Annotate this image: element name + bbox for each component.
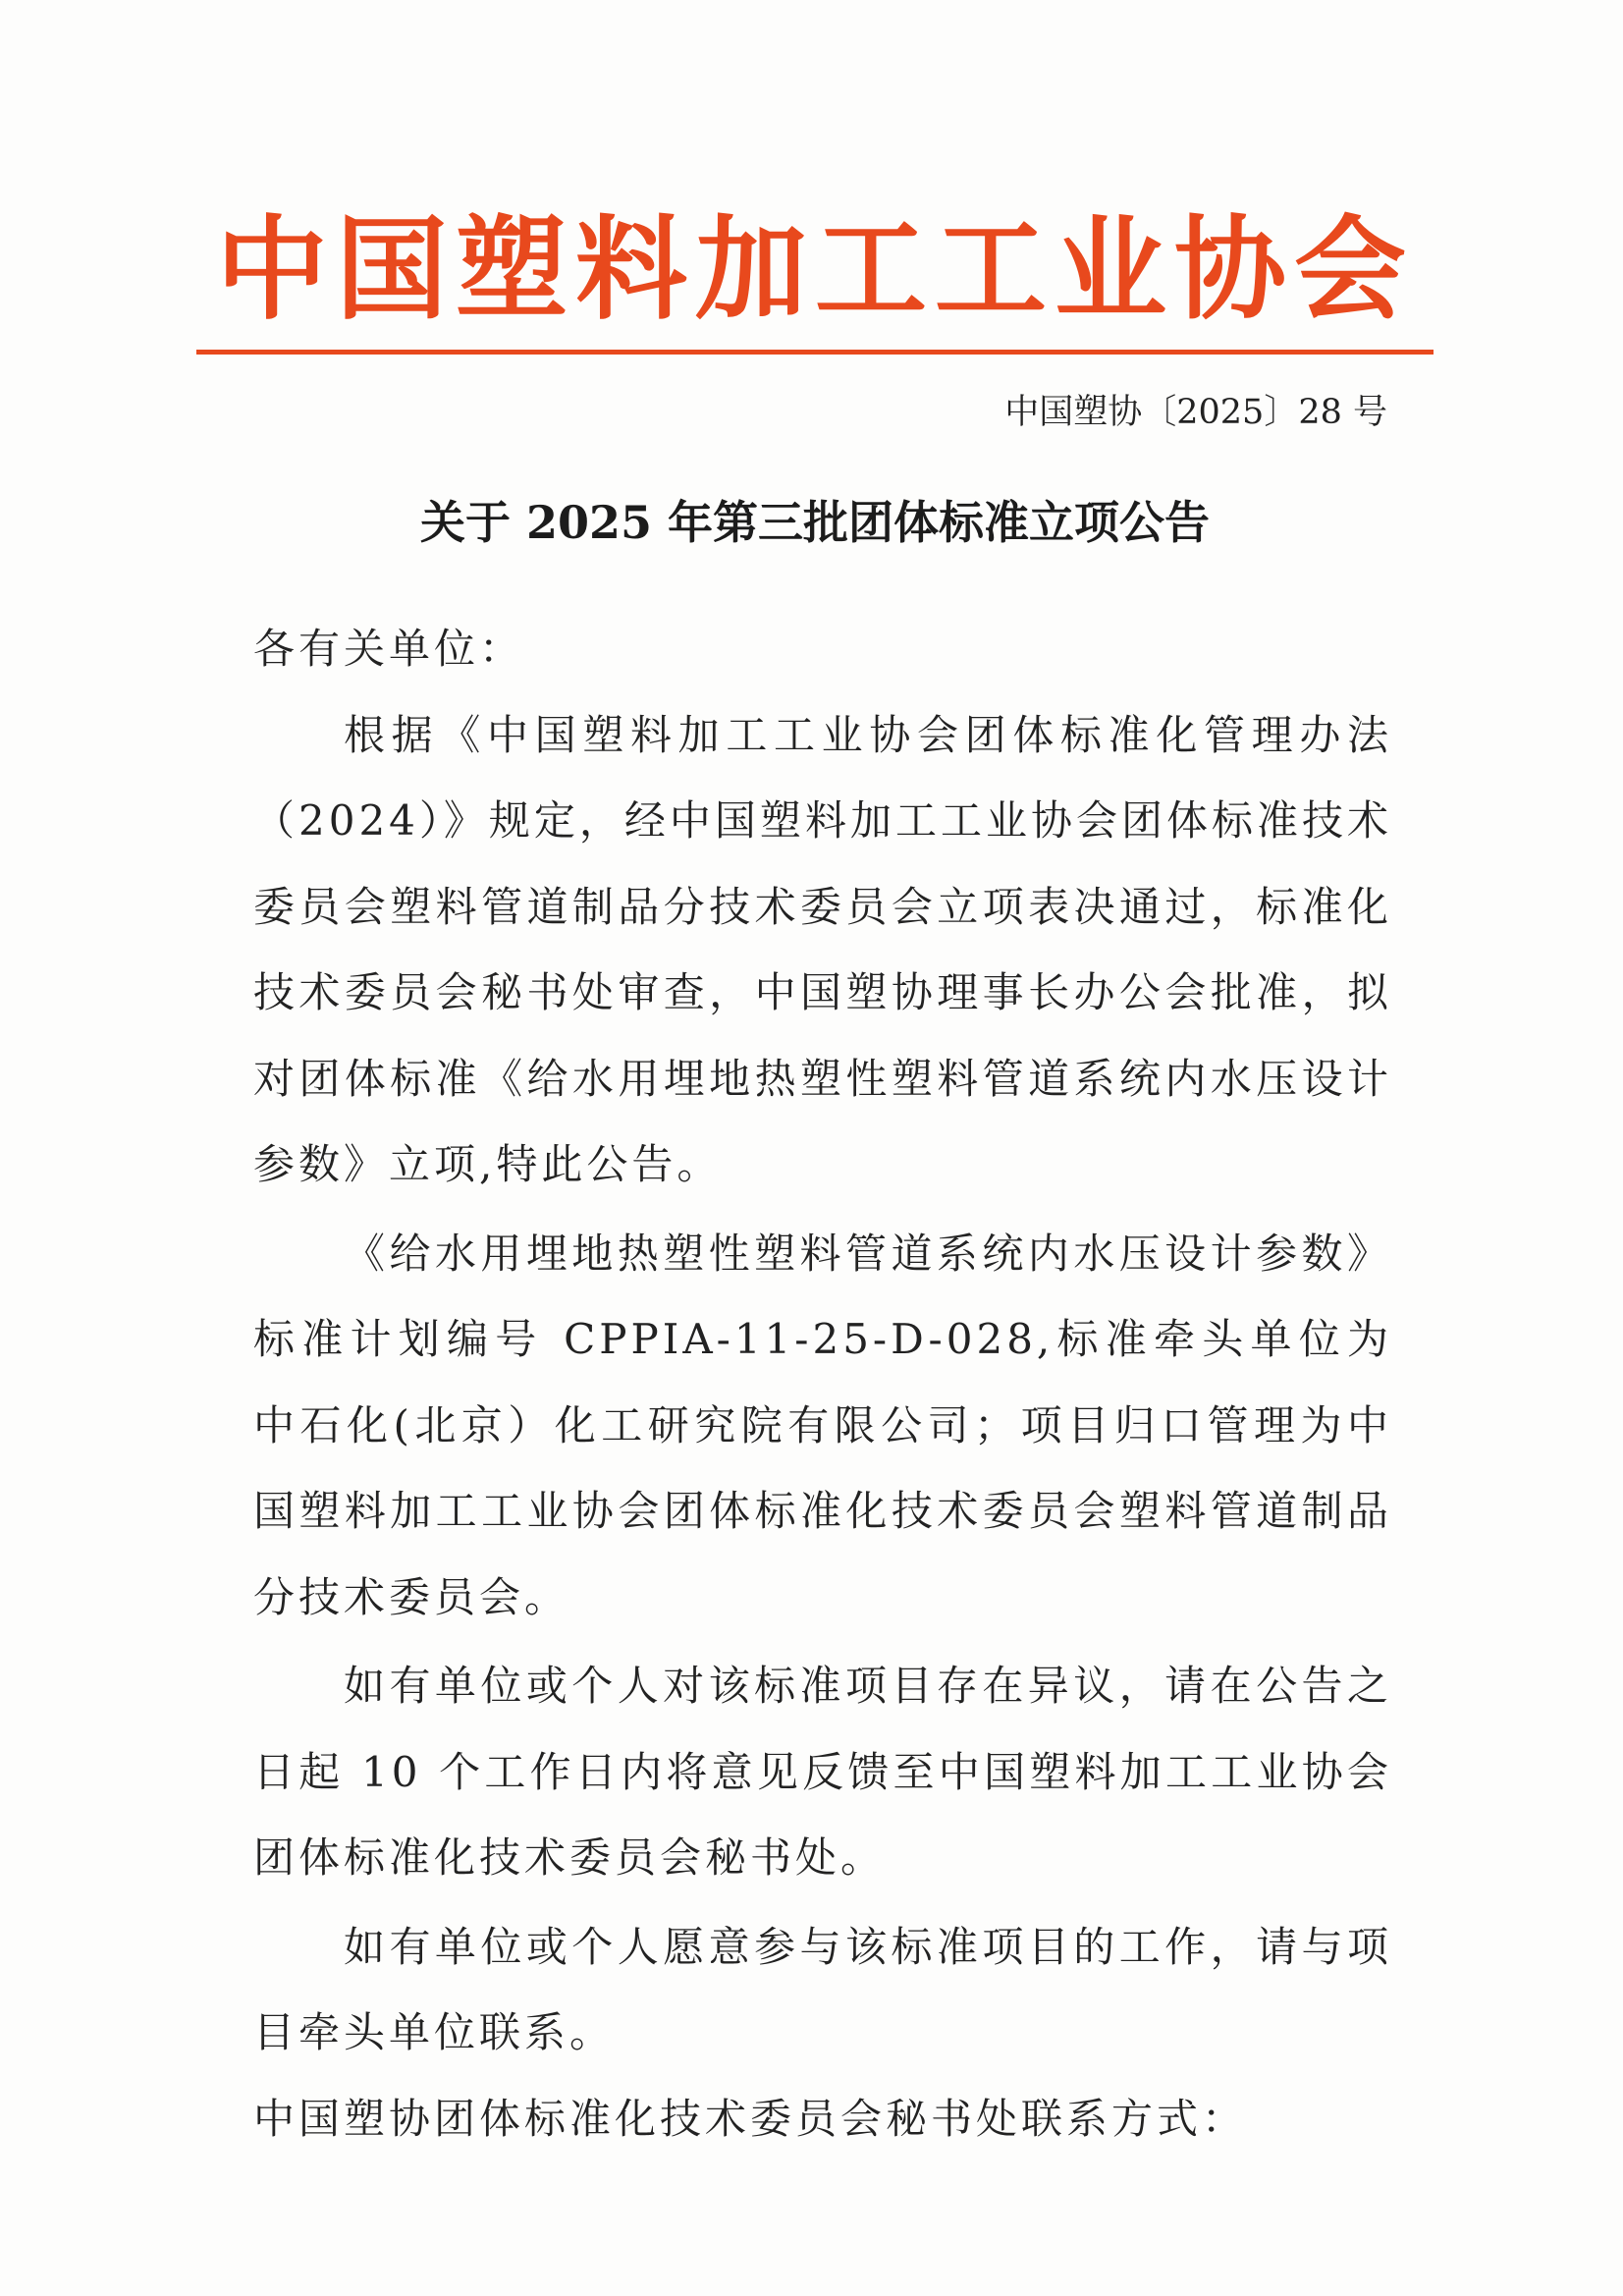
document-body	[253, 606, 1392, 2161]
paragraph-participation: 如有单位或个人愿意参与该标准项目的工作，请与项目牵头单位联系。	[253, 1922, 1392, 2056]
paragraph-objection-notice: 如有单位或个人对该标准项目存在异议，请在公告之日起 10 个工作日内将意见反馈至中国塑料加工工业协会团体标准化技术委员会秘书处。	[253, 1662, 1392, 1882]
organization-letterhead: 中国塑料加工工业协会	[215, 204, 1414, 335]
paragraph-plan-number: 《给水用埋地热塑性塑料管道系统内水压设计参数》标准计划编号 CPPIA-11-25-D-028,标准牵头单位为中石化(北京）化工研究院有限公司；项目归口管理为中国塑料加工工业协会团体标准化技术委员会塑料管道制品分技术委员会。	[253, 1229, 1392, 1621]
contact-heading: 中国塑协团体标准化技术委员会秘书处联系方式：	[253, 2094, 1248, 2143]
document-title: 关于 2025 年第三批团体标准立项公告	[419, 496, 1211, 549]
document-number: 中国塑协〔2025〕28 号	[1004, 393, 1387, 432]
letterhead-red-rule	[196, 350, 1434, 355]
paragraph-regulation-basis: 根据《中国塑料加工工业协会团体标准化管理办法（2024）》规定，经中国塑料加工工业协会团体标准技术委员会塑料管道制品分技术委员会立项表决通过，标准化技术委员会秘书处审查，中国塑协理事长办公会批准，拟对团体标准《给水用埋地热塑性塑料管道系统内水压设计参数》立项,特此公告。	[253, 710, 1392, 1188]
salutation: 各有关单位：	[253, 625, 525, 673]
